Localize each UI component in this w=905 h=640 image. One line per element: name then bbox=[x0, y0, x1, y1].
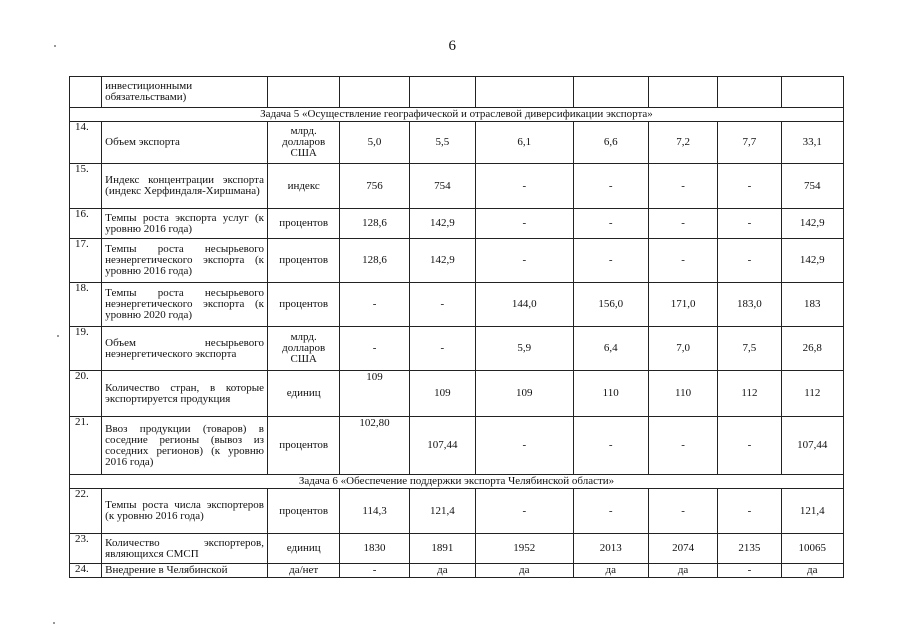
value-cell: - bbox=[648, 489, 717, 534]
section-title-task-5: Задача 5 «Осуществление географической и отраслевой диверсификации экспорта» bbox=[70, 108, 844, 122]
value-cell: 1952 bbox=[476, 534, 574, 564]
unit-cell: млрд. долларов США bbox=[268, 327, 340, 371]
row-number: 22. bbox=[70, 489, 102, 534]
value-cell: - bbox=[573, 417, 648, 475]
unit-cell bbox=[268, 77, 340, 108]
value-cell: - bbox=[340, 283, 409, 327]
value-cell: 183 bbox=[781, 283, 843, 327]
table-row bbox=[70, 371, 844, 417]
scan-speck bbox=[54, 45, 56, 47]
table-row bbox=[70, 417, 844, 475]
value-cell: - bbox=[340, 327, 409, 371]
value-cell bbox=[573, 77, 648, 108]
value-cell: - bbox=[648, 239, 717, 283]
value-cell: 156,0 bbox=[573, 283, 648, 327]
table-row bbox=[70, 122, 844, 164]
table-row bbox=[70, 283, 844, 327]
value-cell: 183,0 bbox=[718, 283, 781, 327]
value-cell: 7,5 bbox=[718, 327, 781, 371]
row-number: 14. bbox=[70, 122, 102, 164]
value-cell: 6,4 bbox=[573, 327, 648, 371]
unit-cell: млрд. долларов США bbox=[268, 122, 340, 164]
value-cell: - bbox=[718, 417, 781, 475]
value-cell: 109 bbox=[476, 371, 574, 417]
value-cell: 10065 bbox=[781, 534, 843, 564]
indicator-name: Количество стран, в которые экспортируется продукция bbox=[102, 371, 268, 417]
table-row bbox=[70, 564, 844, 578]
value-cell: 5,0 bbox=[340, 122, 409, 164]
value-cell: 5,5 bbox=[409, 122, 475, 164]
value-cell: 144,0 bbox=[476, 283, 574, 327]
value-cell: 110 bbox=[573, 371, 648, 417]
indicator-name: Объем несырьевого неэнергетического экспорта bbox=[102, 327, 268, 371]
value-cell: 7,7 bbox=[718, 122, 781, 164]
value-cell: - bbox=[718, 489, 781, 534]
value-cell: - bbox=[718, 209, 781, 239]
row-number: 16. bbox=[70, 209, 102, 239]
value-cell: - bbox=[340, 564, 409, 578]
unit-cell: процентов bbox=[268, 489, 340, 534]
value-cell: 142,9 bbox=[781, 209, 843, 239]
unit-cell: единиц bbox=[268, 534, 340, 564]
indicator-name: Количество экспортеров, являющихся СМСП bbox=[102, 534, 268, 564]
indicators-table bbox=[69, 76, 844, 578]
value-cell: 128,6 bbox=[340, 239, 409, 283]
table-row-continuation bbox=[70, 77, 844, 108]
value-cell: 6,6 bbox=[573, 122, 648, 164]
value-cell: да bbox=[781, 564, 843, 578]
value-cell: - bbox=[573, 164, 648, 209]
value-cell: 121,4 bbox=[409, 489, 475, 534]
value-cell: 2074 bbox=[648, 534, 717, 564]
value-cell: 109 bbox=[340, 371, 409, 417]
value-cell: 1830 bbox=[340, 534, 409, 564]
row-number: 15. bbox=[70, 164, 102, 209]
value-cell: 110 bbox=[648, 371, 717, 417]
value-cell: - bbox=[409, 283, 475, 327]
unit-cell: процентов bbox=[268, 417, 340, 475]
row-number: 23. bbox=[70, 534, 102, 564]
value-cell: 5,9 bbox=[476, 327, 574, 371]
value-cell: да bbox=[476, 564, 574, 578]
value-cell bbox=[718, 77, 781, 108]
indicator-name: Ввоз продукции (товаров) в соседние регионы (вывоз из соседних регионов) (к уровню 2016 года) bbox=[102, 417, 268, 475]
value-cell: 26,8 bbox=[781, 327, 843, 371]
value-cell: - bbox=[573, 209, 648, 239]
value-cell bbox=[409, 77, 475, 108]
value-cell bbox=[476, 77, 574, 108]
row-number: 21. bbox=[70, 417, 102, 475]
value-cell: 1891 bbox=[409, 534, 475, 564]
value-cell: 6,1 bbox=[476, 122, 574, 164]
unit-cell: единиц bbox=[268, 371, 340, 417]
value-cell: - bbox=[718, 564, 781, 578]
value-cell: 756 bbox=[340, 164, 409, 209]
value-cell: - bbox=[476, 239, 574, 283]
row-number: 20. bbox=[70, 371, 102, 417]
value-cell: 121,4 bbox=[781, 489, 843, 534]
value-cell: 114,3 bbox=[340, 489, 409, 534]
value-cell: - bbox=[476, 164, 574, 209]
value-cell: - bbox=[476, 417, 574, 475]
table-row bbox=[70, 164, 844, 209]
value-cell: - bbox=[476, 209, 574, 239]
value-cell: - bbox=[573, 489, 648, 534]
indicator-name: Темпы роста экспорта услуг (к уровню 2016 года) bbox=[102, 209, 268, 239]
section-title-task-6: Задача 6 «Обеспечение поддержки экспорта Челябинской области» bbox=[70, 475, 844, 489]
value-cell: 754 bbox=[409, 164, 475, 209]
indicator-name: Темпы роста числа экспортеров (к уровню 2016 года) bbox=[102, 489, 268, 534]
value-cell: 7,2 bbox=[648, 122, 717, 164]
row-number bbox=[70, 77, 102, 108]
value-cell: 142,9 bbox=[409, 209, 475, 239]
value-cell: 102,80 bbox=[340, 417, 409, 475]
value-cell: да bbox=[648, 564, 717, 578]
scan-speck bbox=[57, 335, 59, 337]
indicator-name: Темпы роста несырьевого неэнергетического экспорта (к уровню 2020 года) bbox=[102, 283, 268, 327]
unit-cell: процентов bbox=[268, 283, 340, 327]
value-cell: - bbox=[409, 327, 475, 371]
value-cell: да bbox=[573, 564, 648, 578]
value-cell: - bbox=[718, 164, 781, 209]
table-row bbox=[70, 327, 844, 371]
unit-cell: да/нет bbox=[268, 564, 340, 578]
value-cell: - bbox=[648, 417, 717, 475]
section-header-row bbox=[70, 108, 844, 122]
value-cell: 107,44 bbox=[409, 417, 475, 475]
value-cell: 128,6 bbox=[340, 209, 409, 239]
value-cell: - bbox=[573, 239, 648, 283]
table-row bbox=[70, 209, 844, 239]
row-number: 18. bbox=[70, 283, 102, 327]
value-cell: - bbox=[648, 209, 717, 239]
value-cell: - bbox=[476, 489, 574, 534]
table-row bbox=[70, 534, 844, 564]
value-cell: - bbox=[718, 239, 781, 283]
value-cell: 7,0 bbox=[648, 327, 717, 371]
value-cell: 107,44 bbox=[781, 417, 843, 475]
value-cell: да bbox=[409, 564, 475, 578]
value-cell: 754 bbox=[781, 164, 843, 209]
value-cell: 112 bbox=[781, 371, 843, 417]
value-cell: 109 bbox=[409, 371, 475, 417]
value-cell: 2013 bbox=[573, 534, 648, 564]
row-number: 19. bbox=[70, 327, 102, 371]
value-cell bbox=[781, 77, 843, 108]
value-cell: - bbox=[648, 164, 717, 209]
indicator-name: Внедрение в Челябинской bbox=[102, 564, 268, 578]
page-number: 6 bbox=[448, 38, 457, 54]
indicator-name: инвестиционными обязательствами) bbox=[102, 77, 268, 108]
unit-cell: процентов bbox=[268, 239, 340, 283]
row-number: 24. bbox=[70, 564, 102, 578]
value-cell: 33,1 bbox=[781, 122, 843, 164]
table-row bbox=[70, 489, 844, 534]
indicator-name: Объем экспорта bbox=[102, 122, 268, 164]
section-header-row bbox=[70, 475, 844, 489]
value-cell: 142,9 bbox=[409, 239, 475, 283]
value-cell: 2135 bbox=[718, 534, 781, 564]
indicator-name: Темпы роста несырьевого неэнергетического экспорта (к уровню 2016 года) bbox=[102, 239, 268, 283]
value-cell bbox=[340, 77, 409, 108]
table-row bbox=[70, 239, 844, 283]
scan-speck bbox=[53, 622, 55, 624]
unit-cell: индекс bbox=[268, 164, 340, 209]
row-number: 17. bbox=[70, 239, 102, 283]
unit-cell: процентов bbox=[268, 209, 340, 239]
value-cell bbox=[648, 77, 717, 108]
indicator-name: Индекс концентрации экспорта (индекс Херфиндаля-Хиршмана) bbox=[102, 164, 268, 209]
value-cell: 142,9 bbox=[781, 239, 843, 283]
value-cell: 171,0 bbox=[648, 283, 717, 327]
value-cell: 112 bbox=[718, 371, 781, 417]
